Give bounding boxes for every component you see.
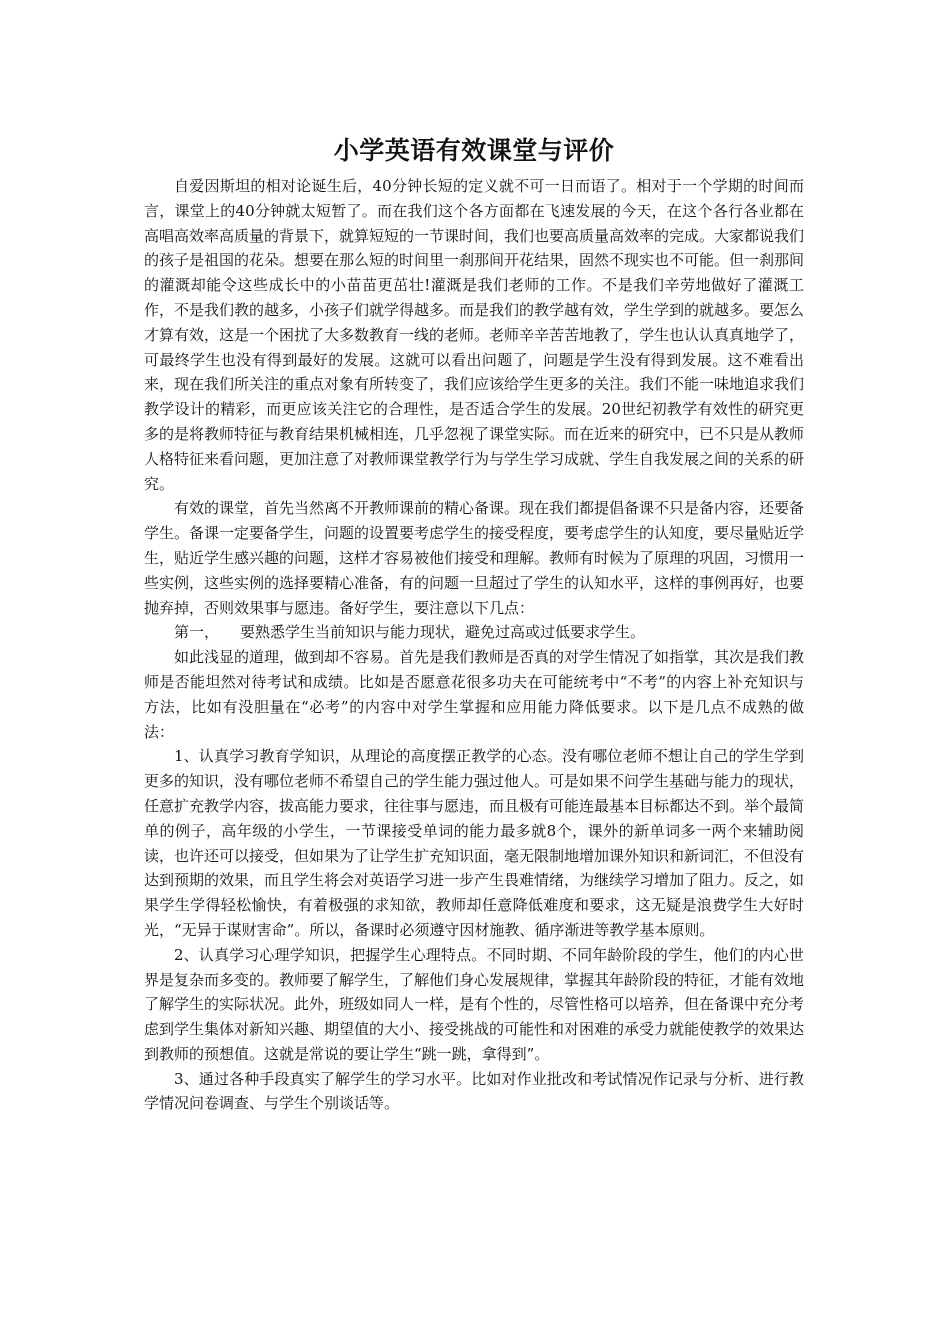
paragraph-intro: 自爱因斯坦的相对论诞生后，40分钟长短的定义就不可一日而语了。相对于一个学期的时间而言，课堂上的40分钟就太短暂了。而在我们这个各方面都在飞速发展的今天，在这个各行各业都在高唱高效率高质量的背景下，就算短短的一节课时间，我们也要高质量高效率的完成。大家都说我们的孩子是祖国的花朵。想要在那么短的时间里一刹那间开花结果，固然不现实也不可能。但一刹那间的灌溉却能令这些成长中的小苗苗更茁壮!灌溉是我们老师的工作。不是我们辛劳地做好了灌溉工作，不是我们教的越多，小孩子们就学得越多。而是我们的教学越有效，学生学到的就越多。要怎么才算有效，这是一个困扰了大多数教育一线的老师。老师辛辛苦苦地教了，学生也认认真真地学了，可最终学生也没有得到最好的发展。这就可以看出问题了，问题是学生没有得到发展。这不难看出来，现在我们所关注的重点对象有所转变了，我们应该给学生更多的关注。我们不能一味地追求我们教学设计的精彩，而更应该关注它的合理性，是否适合学生的发展。20世纪初教学有效性的研究更多的是将教师特征与教育结果机械相连，几乎忽视了课堂实际。而在近来的研究中，已不只是从教师人格特征来看问题，更加注意了对教师课堂教学行为与学生学习成就、学生自我发展之间的关系的研究。 (144, 177, 805, 493)
document-page (144, 132, 804, 1116)
paragraph-lesson-prep: 有效的课堂，首先当然离不开教师课前的精心备课。现在我们都提倡备课不只是备内容，还要备学生。备课一定要备学生，问题的设置要考虑学生的接受程度，要考虑学生的认知度，要尽量贴近学生，贴近学生感兴趣的问题，这样才容易被他们接受和理解。教师有时候为了原理的巩固，习惯用一些实例，这些实例的选择要精心准备，有的问题一旦超过了学生的认知水平，这样的事例再好，也要抛弃掉，否则效果事与愿违。备好学生，要注意以下几点： (144, 499, 805, 617)
paragraph-item-1: 1、认真学习教育学知识，从理论的高度摆正教学的心态。没有哪位老师不想让自己的学生学到更多的知识，没有哪位老师不希望自己的学生能力强过他人。可是如果不问学生基础与能力的现状，任意扩充教学内容，拔高能力要求，往往事与愿违，而且极有可能连最基本目标都达不到。举个最简单的例子，高年级的小学生，一节课接受单词的能力最多就8个，课外的新单词多一两个来辅助阅读，也许还可以接受，但如果为了让学生扩充知识面，毫无限制地增加课外知识和新词汇，不但没有达到预期的效果，而且学生将会对英语学习进一步产生畏难情绪，为继续学习增加了阻力。反之，如果学生学得轻松愉快，有着极强的求知欲，教师却任意降低难度和要求，这无疑是浪费学生大好时光，“无异于谋财害命”。所以，备课时必须遵守因材施教、循序渐进等教学基本原则。 (144, 747, 805, 939)
paragraph-explanation: 如此浅显的道理，做到却不容易。首先是我们教师是否真的对学生情况了如指掌，其次是我们教师是否能坦然对待考试和成绩。比如是否愿意花很多功夫在可能统考中“不考”的内容上补充知识与方法，比如有没胆量在“必考”的内容中对学生掌握和应用能力降低要求。以下是几点不成熟的做法： (144, 648, 805, 741)
point-one (144, 620, 804, 645)
point-one-text: 要熟悉学生当前知识与能力现状，避免过高或过低要求学生。 (240, 623, 646, 642)
document-title: 小学英语有效课堂与评价 (333, 136, 615, 165)
paragraph-item-2: 2、认真学习心理学知识，把握学生心理特点。不同时期、不同年龄阶段的学生，他们的内心世界是复杂而多变的。教师要了解学生，了解他们身心发展规律，掌握其年龄阶段的特征，才能有效地了解学生的实际状况。此外，班级如同人一样，是有个性的，尽管性格可以培养，但在备课中充分考虑到学生集体对新知兴趣、期望值的大小、接受挑战的可能性和对困难的承受力就能使教学的效果达到教师的预想值。这就是常说的要让学生“跳一跳，拿得到”。 (144, 945, 805, 1063)
paragraph-item-3: 3、通过各种手段真实了解学生的学习水平。比如对作业批改和考试情况作记录与分析、进行教学情况问卷调查、与学生个别谈话等。 (144, 1069, 804, 1113)
point-one-label: 第一， (174, 623, 220, 642)
